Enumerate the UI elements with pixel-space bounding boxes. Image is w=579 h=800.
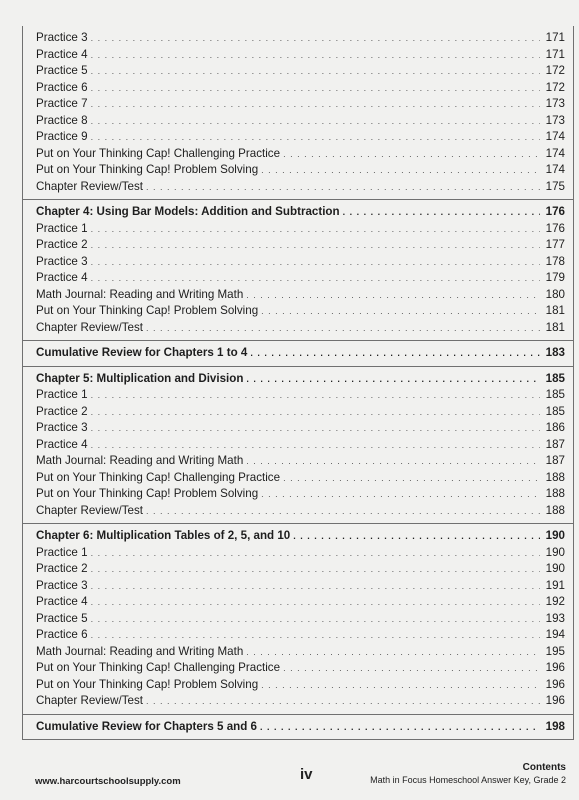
dot-leader	[91, 387, 540, 404]
toc-entry	[23, 162, 573, 179]
toc-page-number: 181	[545, 304, 565, 317]
publisher-website: www.harcourtschoolsupply.com	[35, 776, 181, 787]
toc-entry-label: Practice 5	[36, 64, 88, 77]
toc-entry-label: Put on Your Thinking Cap! Problem Solving	[36, 304, 259, 317]
dot-leader	[91, 594, 540, 611]
toc-entry-label: Practice 2	[36, 404, 88, 418]
toc-entry-label: Put on Your Thinking Cap! Challenging Practice	[36, 470, 281, 484]
toc-heading	[23, 371, 573, 388]
toc-entry	[23, 63, 573, 80]
toc-section	[23, 714, 573, 740]
toc-entry	[23, 611, 573, 628]
dot-leader	[91, 129, 540, 146]
dot-leader	[91, 47, 540, 64]
toc-page-number: 192	[545, 595, 565, 608]
dot-leader	[91, 80, 540, 97]
toc-page-number: 180	[545, 287, 565, 301]
toc-entry	[23, 96, 573, 113]
toc-entry-label: Practice 1	[36, 221, 88, 235]
dot-leader	[246, 371, 540, 388]
toc-page-number: 190	[545, 562, 565, 575]
toc-page-number: 177	[545, 238, 565, 251]
toc-entry-label: Practice 4	[36, 437, 88, 451]
toc-page-number: 179	[545, 271, 565, 284]
toc-entry-label: Practice 8	[36, 113, 88, 127]
toc-page-number: 174	[545, 146, 565, 160]
toc-page-number: 196	[545, 694, 565, 707]
toc-page-number: 185	[545, 371, 565, 385]
toc-entry-label: Practice 3	[36, 421, 88, 434]
dot-leader	[91, 437, 540, 454]
dot-leader	[91, 270, 540, 287]
dot-leader	[260, 719, 540, 736]
toc-page-number: 194	[545, 628, 565, 641]
toc-entry-label: Practice 4	[36, 595, 88, 608]
section-title: Contents	[522, 762, 566, 773]
toc-entry	[23, 237, 573, 254]
toc-entry-label: Put on Your Thinking Cap! Problem Solving	[36, 163, 259, 176]
toc-entry	[23, 627, 573, 644]
toc-page-number: 188	[545, 487, 565, 500]
toc-page-number: 188	[545, 470, 565, 484]
toc-entry-label: Practice 4	[36, 47, 88, 61]
toc-entry	[23, 503, 573, 520]
toc-entry	[23, 80, 573, 97]
dot-leader	[91, 237, 540, 254]
toc-entry-label: Chapter 6: Multiplication Tables of 2, 5, and 10	[36, 529, 291, 542]
toc-entry	[23, 594, 573, 611]
dot-leader	[146, 693, 540, 710]
dot-leader	[293, 528, 540, 545]
toc-page-number: 196	[545, 677, 565, 691]
dot-leader	[343, 204, 540, 221]
dot-leader	[91, 627, 540, 644]
toc-entry	[23, 387, 573, 404]
toc-page-number: 198	[545, 719, 565, 733]
dot-leader	[283, 470, 540, 487]
toc-entry-label: Cumulative Review for Chapters 5 and 6	[36, 719, 257, 733]
toc-entry	[23, 254, 573, 271]
toc-entry-label: Math Journal: Reading and Writing Math	[36, 454, 244, 467]
toc-page-number: 190	[545, 529, 565, 542]
toc-entry	[23, 287, 573, 304]
dot-leader	[283, 660, 540, 677]
toc-entry-label: Practice 3	[36, 254, 88, 268]
dot-leader	[250, 345, 540, 362]
dot-leader	[91, 113, 540, 130]
toc-page-number: 188	[545, 503, 565, 517]
toc-page-number: 181	[545, 320, 565, 334]
dot-leader	[246, 453, 540, 470]
dot-leader	[91, 420, 540, 437]
toc-heading	[23, 204, 573, 221]
toc-entry	[23, 693, 573, 710]
toc-entry	[23, 470, 573, 487]
toc-entry-label: Chapter 4: Using Bar Models: Addition and Subtraction	[36, 205, 340, 218]
toc-entry	[23, 146, 573, 163]
toc-page-number: 171	[545, 47, 565, 61]
toc-entry	[23, 179, 573, 196]
toc-entry	[23, 30, 573, 47]
dot-leader	[91, 404, 540, 421]
toc-page-number: 185	[545, 388, 565, 401]
toc-page-number: 196	[545, 661, 565, 674]
toc-entry-label: Put on Your Thinking Cap! Challenging Practice	[36, 661, 281, 674]
table-of-contents	[22, 26, 574, 740]
toc-page-number: 187	[545, 454, 565, 467]
toc-entry	[23, 660, 573, 677]
dot-leader	[261, 162, 540, 179]
toc-entry	[23, 320, 573, 337]
toc-entry-label: Put on Your Thinking Cap! Problem Solving	[36, 487, 259, 500]
dot-leader	[146, 179, 540, 196]
toc-entry-label: Put on Your Thinking Cap! Problem Solving	[36, 677, 259, 691]
toc-page-number: 176	[545, 205, 565, 218]
dot-leader	[91, 96, 540, 113]
page-number: iv	[300, 766, 313, 783]
toc-section	[23, 523, 573, 714]
dot-leader	[91, 30, 540, 47]
dot-leader	[261, 486, 540, 503]
toc-entry-label: Practice 2	[36, 562, 88, 575]
toc-page-number: 185	[545, 404, 565, 418]
toc-entry-label: Math Journal: Reading and Writing Math	[36, 644, 244, 658]
toc-entry	[23, 129, 573, 146]
toc-page-number: 172	[545, 80, 565, 94]
dot-leader	[91, 561, 540, 578]
toc-page-number: 187	[545, 437, 565, 451]
toc-page-number: 174	[545, 130, 565, 143]
toc-entry	[23, 221, 573, 238]
toc-entry	[23, 578, 573, 595]
toc-entry	[23, 644, 573, 661]
toc-section	[23, 340, 573, 366]
toc-page-number: 190	[545, 545, 565, 559]
book-title: Math in Focus Homeschool Answer Key, Grade 2	[370, 775, 566, 785]
dot-leader	[246, 287, 540, 304]
toc-entry-label: Cumulative Review for Chapters 1 to 4	[36, 346, 248, 359]
toc-page-number: 172	[545, 64, 565, 77]
dot-leader	[91, 578, 540, 595]
toc-page-number: 173	[545, 97, 565, 110]
toc-entry-label: Practice 1	[36, 388, 88, 401]
toc-page-number: 186	[545, 421, 565, 434]
dot-leader	[283, 146, 540, 163]
toc-page-number: 178	[545, 254, 565, 268]
toc-entry-label: Practice 1	[36, 545, 88, 559]
toc-entry	[23, 113, 573, 130]
dot-leader	[146, 320, 540, 337]
toc-entry	[23, 437, 573, 454]
toc-entry	[23, 420, 573, 437]
toc-entry	[23, 270, 573, 287]
toc-entry-label: Chapter Review/Test	[36, 503, 143, 517]
toc-page-number: 195	[545, 644, 565, 658]
toc-entry	[23, 677, 573, 694]
dot-leader	[91, 545, 540, 562]
dot-leader	[246, 644, 540, 661]
toc-entry-label: Chapter Review/Test	[36, 694, 143, 707]
toc-entry-label: Practice 5	[36, 611, 88, 625]
dot-leader	[146, 503, 540, 520]
toc-entry	[23, 453, 573, 470]
toc-entry	[23, 486, 573, 503]
toc-entry-label: Put on Your Thinking Cap! Challenging Practice	[36, 146, 281, 160]
toc-page-number: 183	[545, 346, 565, 359]
toc-entry-label: Practice 4	[36, 271, 88, 284]
toc-entry-label: Math Journal: Reading and Writing Math	[36, 287, 244, 301]
toc-page-number: 176	[545, 221, 565, 235]
toc-section	[23, 366, 573, 524]
toc-entry	[23, 545, 573, 562]
dot-leader	[261, 303, 540, 320]
toc-entry	[23, 303, 573, 320]
toc-entry-label: Practice 3	[36, 578, 88, 592]
toc-heading	[23, 528, 573, 545]
toc-entry-label: Chapter Review/Test	[36, 179, 143, 193]
toc-entry-label: Practice 6	[36, 628, 88, 641]
toc-entry-label: Practice 6	[36, 80, 88, 94]
dot-leader	[261, 677, 540, 694]
toc-entry	[23, 561, 573, 578]
dot-leader	[91, 221, 540, 238]
toc-section	[23, 26, 573, 199]
toc-page-number: 173	[545, 113, 565, 127]
toc-entry	[23, 47, 573, 64]
toc-section	[23, 199, 573, 340]
toc-entry-label: Practice 7	[36, 97, 88, 110]
toc-entry-label: Practice 3	[36, 31, 88, 44]
dot-leader	[91, 63, 540, 80]
dot-leader	[91, 254, 540, 271]
toc-heading	[23, 345, 573, 362]
toc-entry	[23, 404, 573, 421]
running-footer	[370, 762, 566, 785]
dot-leader	[91, 611, 540, 628]
toc-page-number: 171	[545, 31, 565, 44]
toc-entry-label: Practice 2	[36, 238, 88, 251]
toc-page-number: 191	[545, 578, 565, 592]
toc-page-number: 175	[545, 179, 565, 193]
toc-heading	[23, 719, 573, 736]
toc-entry-label: Practice 9	[36, 130, 88, 143]
toc-page-number: 174	[545, 163, 565, 176]
toc-entry-label: Chapter Review/Test	[36, 320, 143, 334]
toc-entry-label: Chapter 5: Multiplication and Division	[36, 371, 244, 385]
toc-page-number: 193	[545, 611, 565, 625]
